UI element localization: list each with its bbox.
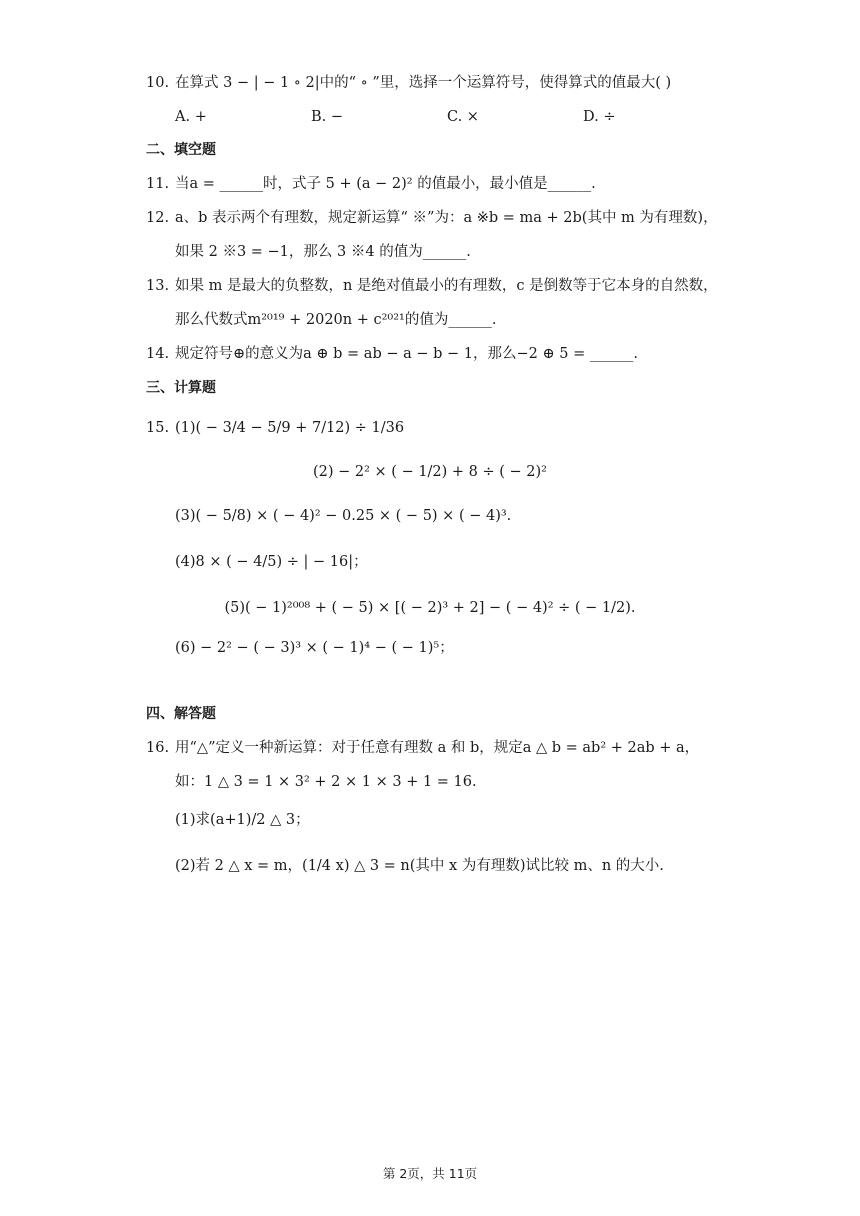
sub-problem-2: (2)若 2 △ x = m，(1/4 x) △ 3 = n(其中 x 为有理数)试比较 m、n 的大小. — [175, 858, 664, 874]
question-number: 12. — [146, 210, 170, 226]
question-text: 当a = ______时，式子 5 + (a − 2)² 的值最小，最小值是______. — [175, 176, 596, 192]
section-title: 二、填空题 — [146, 142, 216, 158]
section-title: 三、计算题 — [146, 380, 216, 396]
sub-problem-1: (1)( − 3/4 − 5/9 + 7/12) ÷ 1/36 — [175, 420, 405, 436]
question-text-line-2: 如果 2 ※3 = −1，那么 3 ※4 的值为______. — [175, 244, 471, 260]
question-number: 16. — [146, 740, 170, 756]
option-b: B. − — [311, 109, 344, 125]
sub-problem-5-row — [0, 598, 860, 618]
question-text-line-1: a、b 表示两个有理数，规定新运算“ ※”为：a ※b = ma + 2b(其中 m 为有理数)， — [175, 210, 718, 226]
sub-problem-2-row — [0, 462, 860, 482]
sub-problem-2: (2) − 2² × ( − 1/2) + 8 ÷ ( − 2)² — [312, 464, 547, 480]
sub-problem-1: (1)求(a+1)/2 △ 3； — [175, 812, 310, 828]
sub-problem-3: (3)( − 5/8) × ( − 4)² − 0.25 × ( − 5) × ( − 4)³. — [175, 508, 512, 524]
question-text-line-2: 如：1 △ 3 = 1 × 3² + 2 × 1 × 3 + 1 = 16. — [175, 774, 477, 790]
question-number: 13. — [146, 278, 170, 294]
question-text-line-1: 用“△”定义一种新运算：对于任意有理数 a 和 b，规定a △ b = ab² + 2ab + a， — [175, 740, 700, 756]
question-number: 15. — [146, 420, 170, 436]
option-d: D. ÷ — [583, 109, 616, 125]
page-footer: 第 2页，共 11页 — [382, 1166, 478, 1181]
question-text: 规定符号⊕的意义为a ⊕ b = ab − a − b − 1，那么−2 ⊕ 5 = ______. — [175, 346, 638, 362]
option-c: C. × — [447, 109, 479, 125]
question-text-line-2: 那么代数式m²⁰¹⁹ + 2020n + c²⁰²¹的值为______. — [175, 312, 497, 328]
option-a: A. + — [175, 109, 207, 125]
question-number: 10. — [146, 75, 170, 91]
section-title: 四、解答题 — [146, 706, 216, 722]
sub-problem-5: (5)( − 1)²⁰⁰⁸ + ( − 5) × [( − 2)³ + 2] − ( − 4)² ÷ ( − 1/2). — [224, 600, 636, 616]
sub-problem-4: (4)8 × ( − 4/5) ÷ | − 16|； — [175, 554, 368, 570]
question-text-line-1: 如果 m 是最大的负整数，n 是绝对值最小的有理数，c 是倒数等于它本身的自然数， — [175, 278, 718, 294]
question-number: 14. — [146, 346, 170, 362]
question-number: 11. — [146, 176, 170, 192]
question-text: 在算式 3 − | − 1 ∘ 2|中的“ ∘ ”里，选择一个运算符号，使得算式的值最大( ) — [175, 75, 672, 91]
sub-problem-6: (6) − 2² − ( − 3)³ × ( − 1)⁴ − ( − 1)⁵； — [175, 640, 454, 656]
